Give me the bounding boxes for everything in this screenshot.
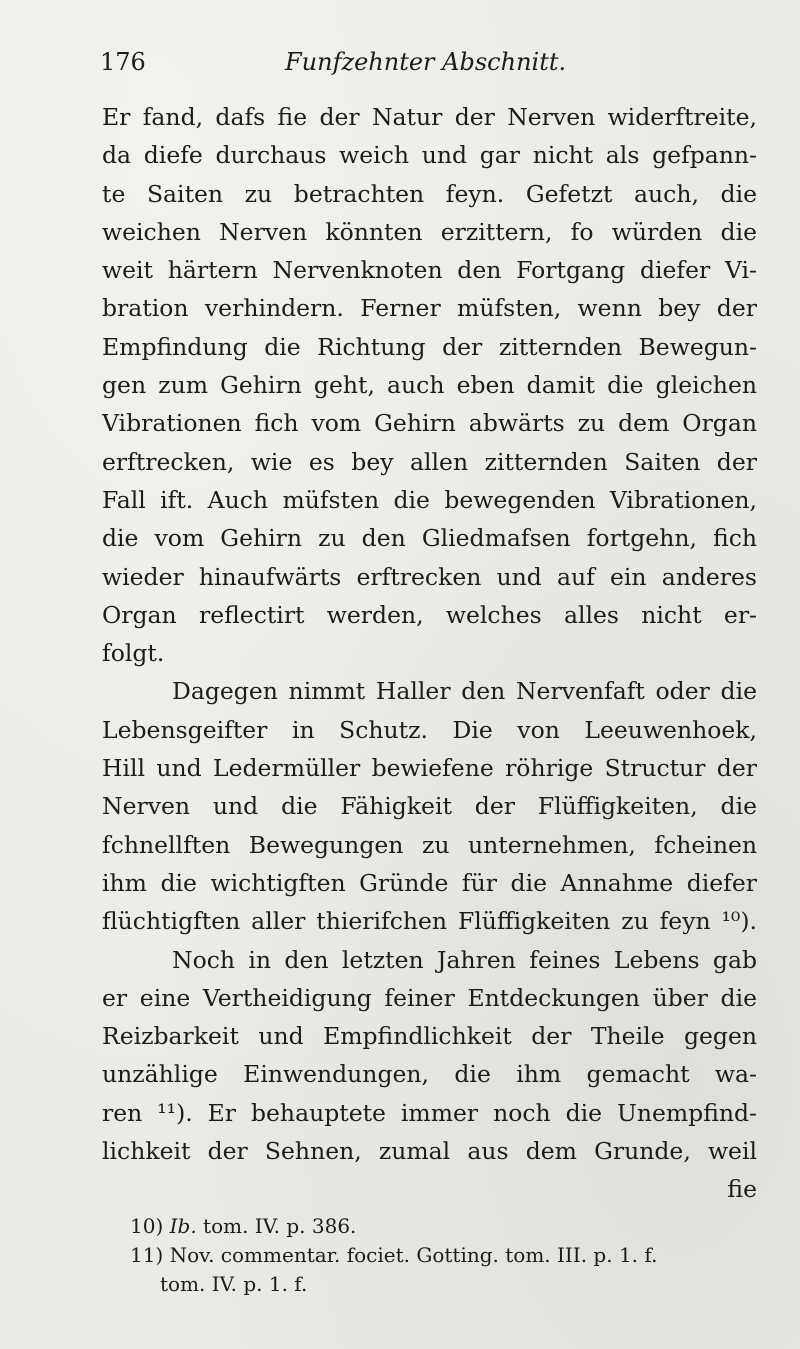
text-line: wieder hinaufwärts erftrecken und auf ein anderes — [102, 562, 757, 591]
footnote-text: tom. IV. p. 1. f. — [160, 1272, 308, 1296]
text-line: unzählige Einwendungen, die ihm gemacht wa- — [102, 1060, 757, 1089]
text-line: fchnellften Bewegungen zu unternehmen, fcheinen — [102, 830, 757, 859]
footnote-10 — [130, 1212, 760, 1241]
text-line: erftrecken, wie es bey allen zitternden Saiten der — [102, 447, 757, 476]
text-line: Nerven und die Fähigkeit der Flüffigkeiten, die — [102, 792, 757, 821]
footnote-marker: 10) — [130, 1214, 164, 1238]
footnote-11 — [130, 1241, 760, 1270]
text-line: bration verhindern. Ferner müfsten, wenn bey der — [102, 294, 757, 323]
text-line: Empfindung die Richtung der zitternden Bewegun- — [102, 332, 757, 361]
text-line: flüchtigften aller thierifchen Flüffigkeiten zu feyn ¹⁰). — [102, 907, 757, 936]
footnote-text: Nov. commentar. fociet. Gotting. tom. III. p. 1. f. — [163, 1243, 658, 1267]
text-line: Hill und Ledermüller bewiefene röhrige Structur der — [102, 754, 757, 783]
text-line: die vom Gehirn zu den Gliedmafsen fortgehn, fich — [102, 524, 757, 553]
footnote-ref: Ib. — [169, 1214, 197, 1238]
page-number: 176 — [100, 48, 146, 76]
text-line: Er fand, dafs fie der Natur der Nerven widerftreite, — [102, 103, 757, 131]
text-line: er eine Vertheidigung feiner Entdeckungen über die — [102, 983, 757, 1012]
text-line: te Saiten zu betrachten feyn. Gefetzt auch, die — [102, 179, 757, 208]
text-line: Organ reflectirt werden, welches alles nicht er- — [102, 600, 757, 629]
text-line: Vibrationen fich vom Gehirn abwärts zu dem Organ — [102, 409, 757, 438]
body-text — [102, 98, 757, 1209]
text-line: da diefe durchaus weich und gar nicht als gefpann- — [102, 141, 757, 170]
footnote-11-continuation — [130, 1270, 760, 1299]
footnotes — [130, 1212, 760, 1299]
catchword: fie — [727, 1175, 757, 1204]
text-line: lichkeit der Sehnen, zumal aus dem Grunde, weil — [102, 1137, 757, 1166]
running-head: Funfzehnter Abschnitt. — [285, 48, 567, 76]
text-line: gen zum Gehirn geht, auch eben damit die gleichen — [102, 371, 757, 400]
text-line: Lebensgeifter in Schutz. Die von Leeuwenhoek, — [102, 715, 757, 744]
footnote-text: tom. IV. p. 386. — [196, 1214, 357, 1238]
text-line: folgt. — [102, 639, 165, 668]
footnote-marker: 11) — [130, 1243, 164, 1267]
paragraph-start-line: Noch in den letzten Jahren feines Lebens gab — [172, 945, 757, 974]
text-line: ren ¹¹). Er behauptete immer noch die Unempfind- — [102, 1098, 757, 1127]
text-line: Fall ift. Auch müfsten die bewegenden Vibrationen, — [102, 485, 757, 514]
paragraph-start-line: Dagegen nimmt Haller den Nervenfaft oder die — [172, 677, 757, 706]
text-line: ihm die wichtigften Gründe für die Annahme diefer — [102, 868, 757, 897]
page-header — [100, 42, 755, 82]
text-line: Reizbarkeit und Empfindlichkeit der Theile gegen — [102, 1022, 757, 1051]
text-line: weit härtern Nervenknoten den Fortgang diefer Vi- — [102, 256, 757, 285]
text-line: weichen Nerven könnten erzittern, fo würden die — [102, 217, 757, 246]
